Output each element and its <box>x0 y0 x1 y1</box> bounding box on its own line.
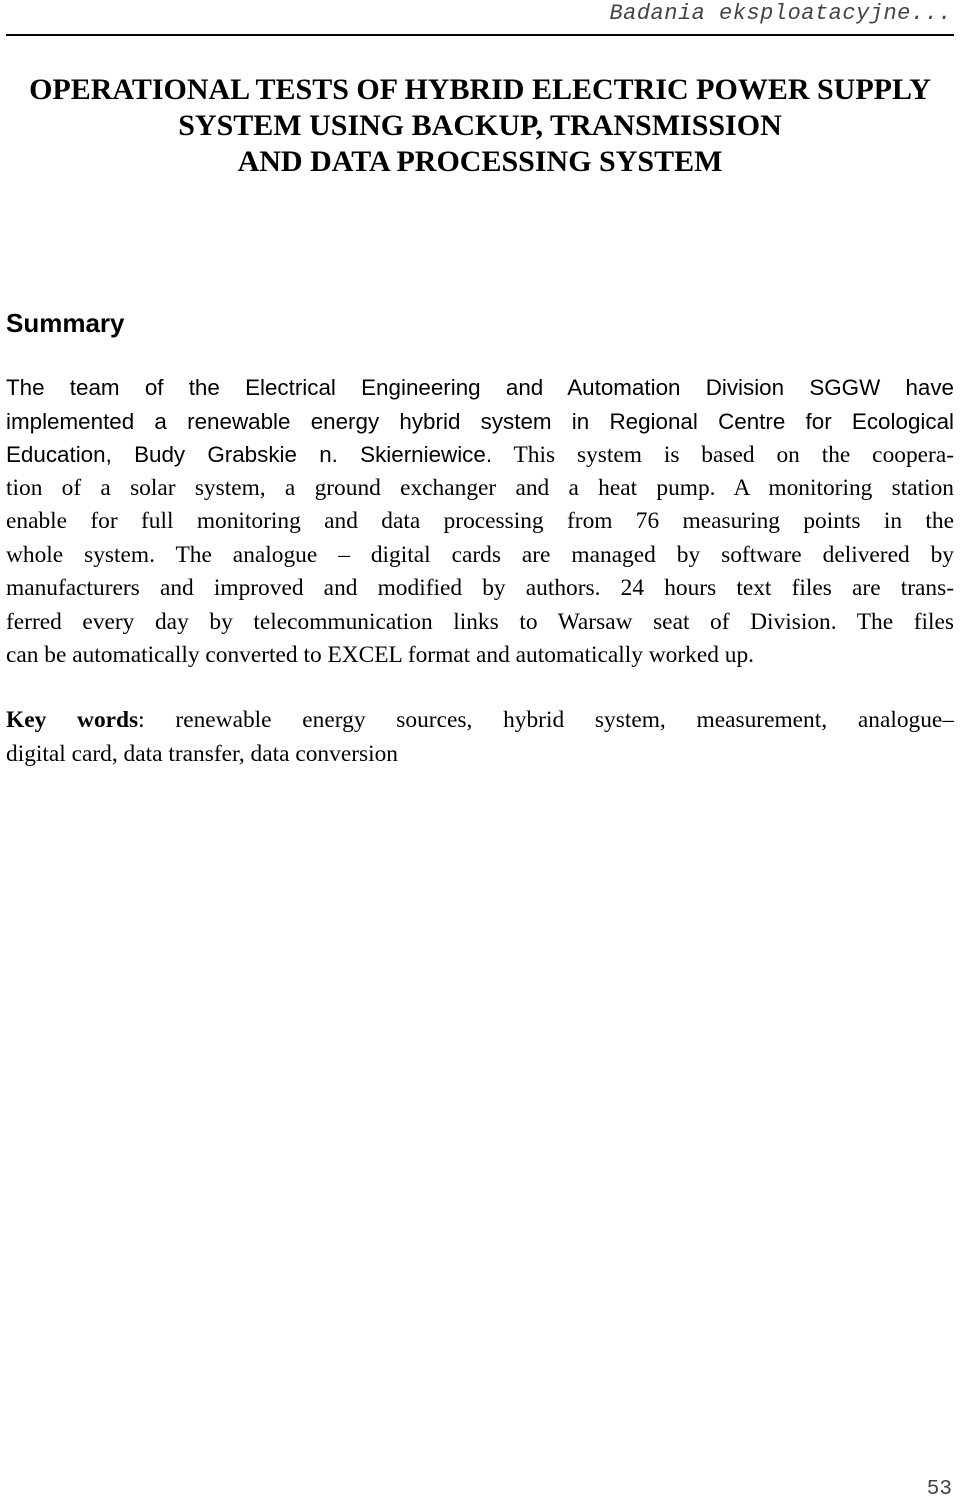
abstract-line: The team of the Electrical Engineering and Automation Division SGGW have <box>6 375 954 400</box>
running-header <box>6 0 954 36</box>
abstract-line-part: This system is based on the coopera- <box>492 442 954 468</box>
keywords <box>6 704 954 771</box>
title-line: OPERATIONAL TESTS OF HYBRID ELECTRIC POWER SUPPLY <box>29 73 931 106</box>
abstract-line: can be automatically converted to EXCEL format and automatically worked up. <box>6 642 755 668</box>
page-number: 53 <box>926 1478 952 1501</box>
running-header-text: Badania eksploatacyjne... <box>609 1 952 26</box>
abstract-line: tion of a solar system, a ground exchanger and a heat pump. A monitoring station <box>6 474 954 501</box>
paper-title <box>0 72 960 180</box>
summary-abstract <box>6 371 954 673</box>
abstract-line: implemented a renewable energy hybrid system in Regional Centre for Ecological <box>6 408 954 434</box>
abstract-line <box>6 438 954 472</box>
keywords-label: Key words <box>6 707 139 733</box>
title-line: SYSTEM USING BACKUP, TRANSMISSION <box>178 109 782 142</box>
title-line: AND DATA PROCESSING SYSTEM <box>237 145 723 178</box>
abstract-line: manufacturers and improved and modified by authors. 24 hours text files are trans- <box>6 575 954 601</box>
abstract-line: ferred every day by telecommunication links to Warsaw seat of Division. The files <box>6 608 954 635</box>
keywords-line <box>6 704 954 738</box>
abstract-line: whole system. The analogue – digital cards are managed by software delivered by <box>6 541 954 568</box>
abstract-line: enable for full monitoring and data processing from 76 measuring points in the <box>6 508 954 534</box>
keywords-line: digital card, data transfer, data conversion <box>6 740 398 767</box>
summary-heading: Summary <box>6 308 125 338</box>
abstract-line-part: Education, Budy Grabskie n. Skierniewice. <box>6 442 493 467</box>
keywords-text: : renewable energy sources, hybrid system, measurement, analogue– <box>138 707 954 733</box>
